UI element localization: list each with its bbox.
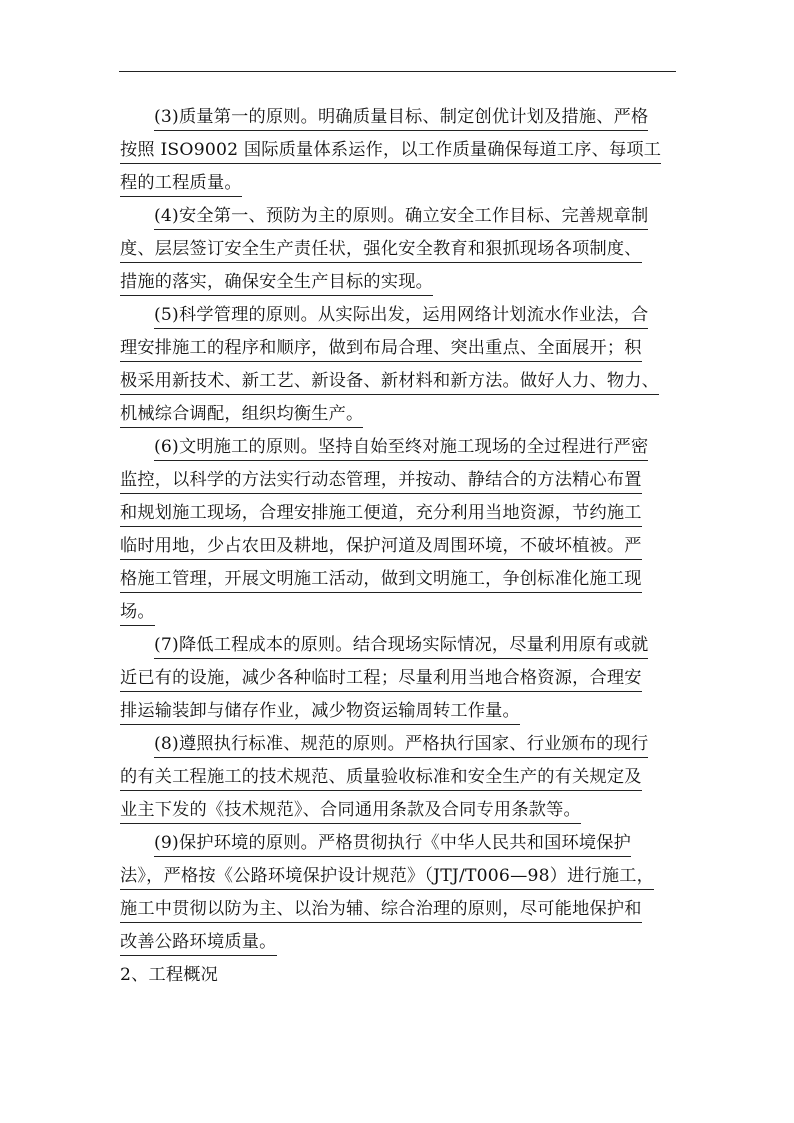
paragraph-6-line-6: 场。 <box>120 597 676 630</box>
paragraph-5-line-1: (5)科学管理的原则。从实际出发，运用网络计划流水作业法，合 <box>120 300 676 333</box>
section-heading-project-overview: 2、工程概况 <box>120 965 219 985</box>
header-rule <box>119 71 676 72</box>
paragraph-8-line-1: (8)遵照执行标准、规范的原则。严格执行国家、行业颁布的现行 <box>120 729 676 762</box>
paragraph-7-line-2: 近已有的设施，减少各种临时工程；尽量利用当地合格资源，合理安 <box>120 663 676 696</box>
paragraph-6-line-2: 监控，以科学的方法实行动态管理，并按动、静结合的方法精心布置 <box>120 465 676 498</box>
paragraph-5-line-4: 机械综合调配，组织均衡生产。 <box>120 399 676 432</box>
paragraph-8-line-2: 的有关工程施工的技术规范、质量验收标准和安全生产的有关规定及 <box>120 762 676 795</box>
paragraph-3-line-3: 程的工程质量。 <box>120 168 676 201</box>
paragraph-6-line-3: 和规划施工现场，合理安排施工便道，充分利用当地资源，节约施工 <box>120 498 676 531</box>
paragraph-6-line-4: 临时用地，少占农田及耕地，保护河道及周围环境，不破坏植被。严 <box>120 531 676 564</box>
paragraph-7-line-3: 排运输装卸与储存作业，减少物资运输周转工作量。 <box>120 696 676 729</box>
paragraph-6-line-5: 格施工管理，开展文明施工活动，做到文明施工，争创标准化施工现 <box>120 564 676 597</box>
paragraph-7-line-1: (7)降低工程成本的原则。结合现场实际情况，尽量利用原有或就 <box>120 630 676 663</box>
paragraph-5-line-2: 理安排施工的程序和顺序，做到布局合理、突出重点、全面展开；积 <box>120 333 676 366</box>
paragraph-5-line-3: 极采用新技术、新工艺、新设备、新材料和新方法。做好人力、物力、 <box>120 366 676 399</box>
paragraph-4-line-1: (4)安全第一、预防为主的原则。确立安全工作目标、完善规章制 <box>120 201 676 234</box>
paragraph-4-line-2: 度、层层签订安全生产责任状，强化安全教育和狠抓现场各项制度、 <box>120 234 676 267</box>
paragraph-3-line-1: (3)质量第一的原则。明确质量目标、制定创优计划及措施、严格 <box>120 102 676 135</box>
document-body <box>120 102 676 993</box>
paragraph-9-line-3: 施工中贯彻以防为主、以治为辅、综合治理的原则，尽可能地保护和 <box>120 894 676 927</box>
paragraph-8-line-3: 业主下发的《技术规范》、合同通用条款及合同专用条款等。 <box>120 795 676 828</box>
paragraph-9-line-2: 法》，严格按《公路环境保护设计规范》（JTJ/T006—98）进行施工， <box>120 861 676 894</box>
paragraph-9-line-4: 改善公路环境质量。 <box>120 927 676 960</box>
paragraph-3-line-2: 按照 ISO9002 国际质量体系运作，以工作质量确保每道工序、每项工 <box>120 135 676 168</box>
paragraph-4-line-3: 措施的落实，确保安全生产目标的实现。 <box>120 267 676 300</box>
paragraph-9-line-1: (9)保护环境的原则。严格贯彻执行《中华人民共和国环境保护 <box>120 828 676 861</box>
paragraph-6-line-1: (6)文明施工的原则。坚持自始至终对施工现场的全过程进行严密 <box>120 432 676 465</box>
